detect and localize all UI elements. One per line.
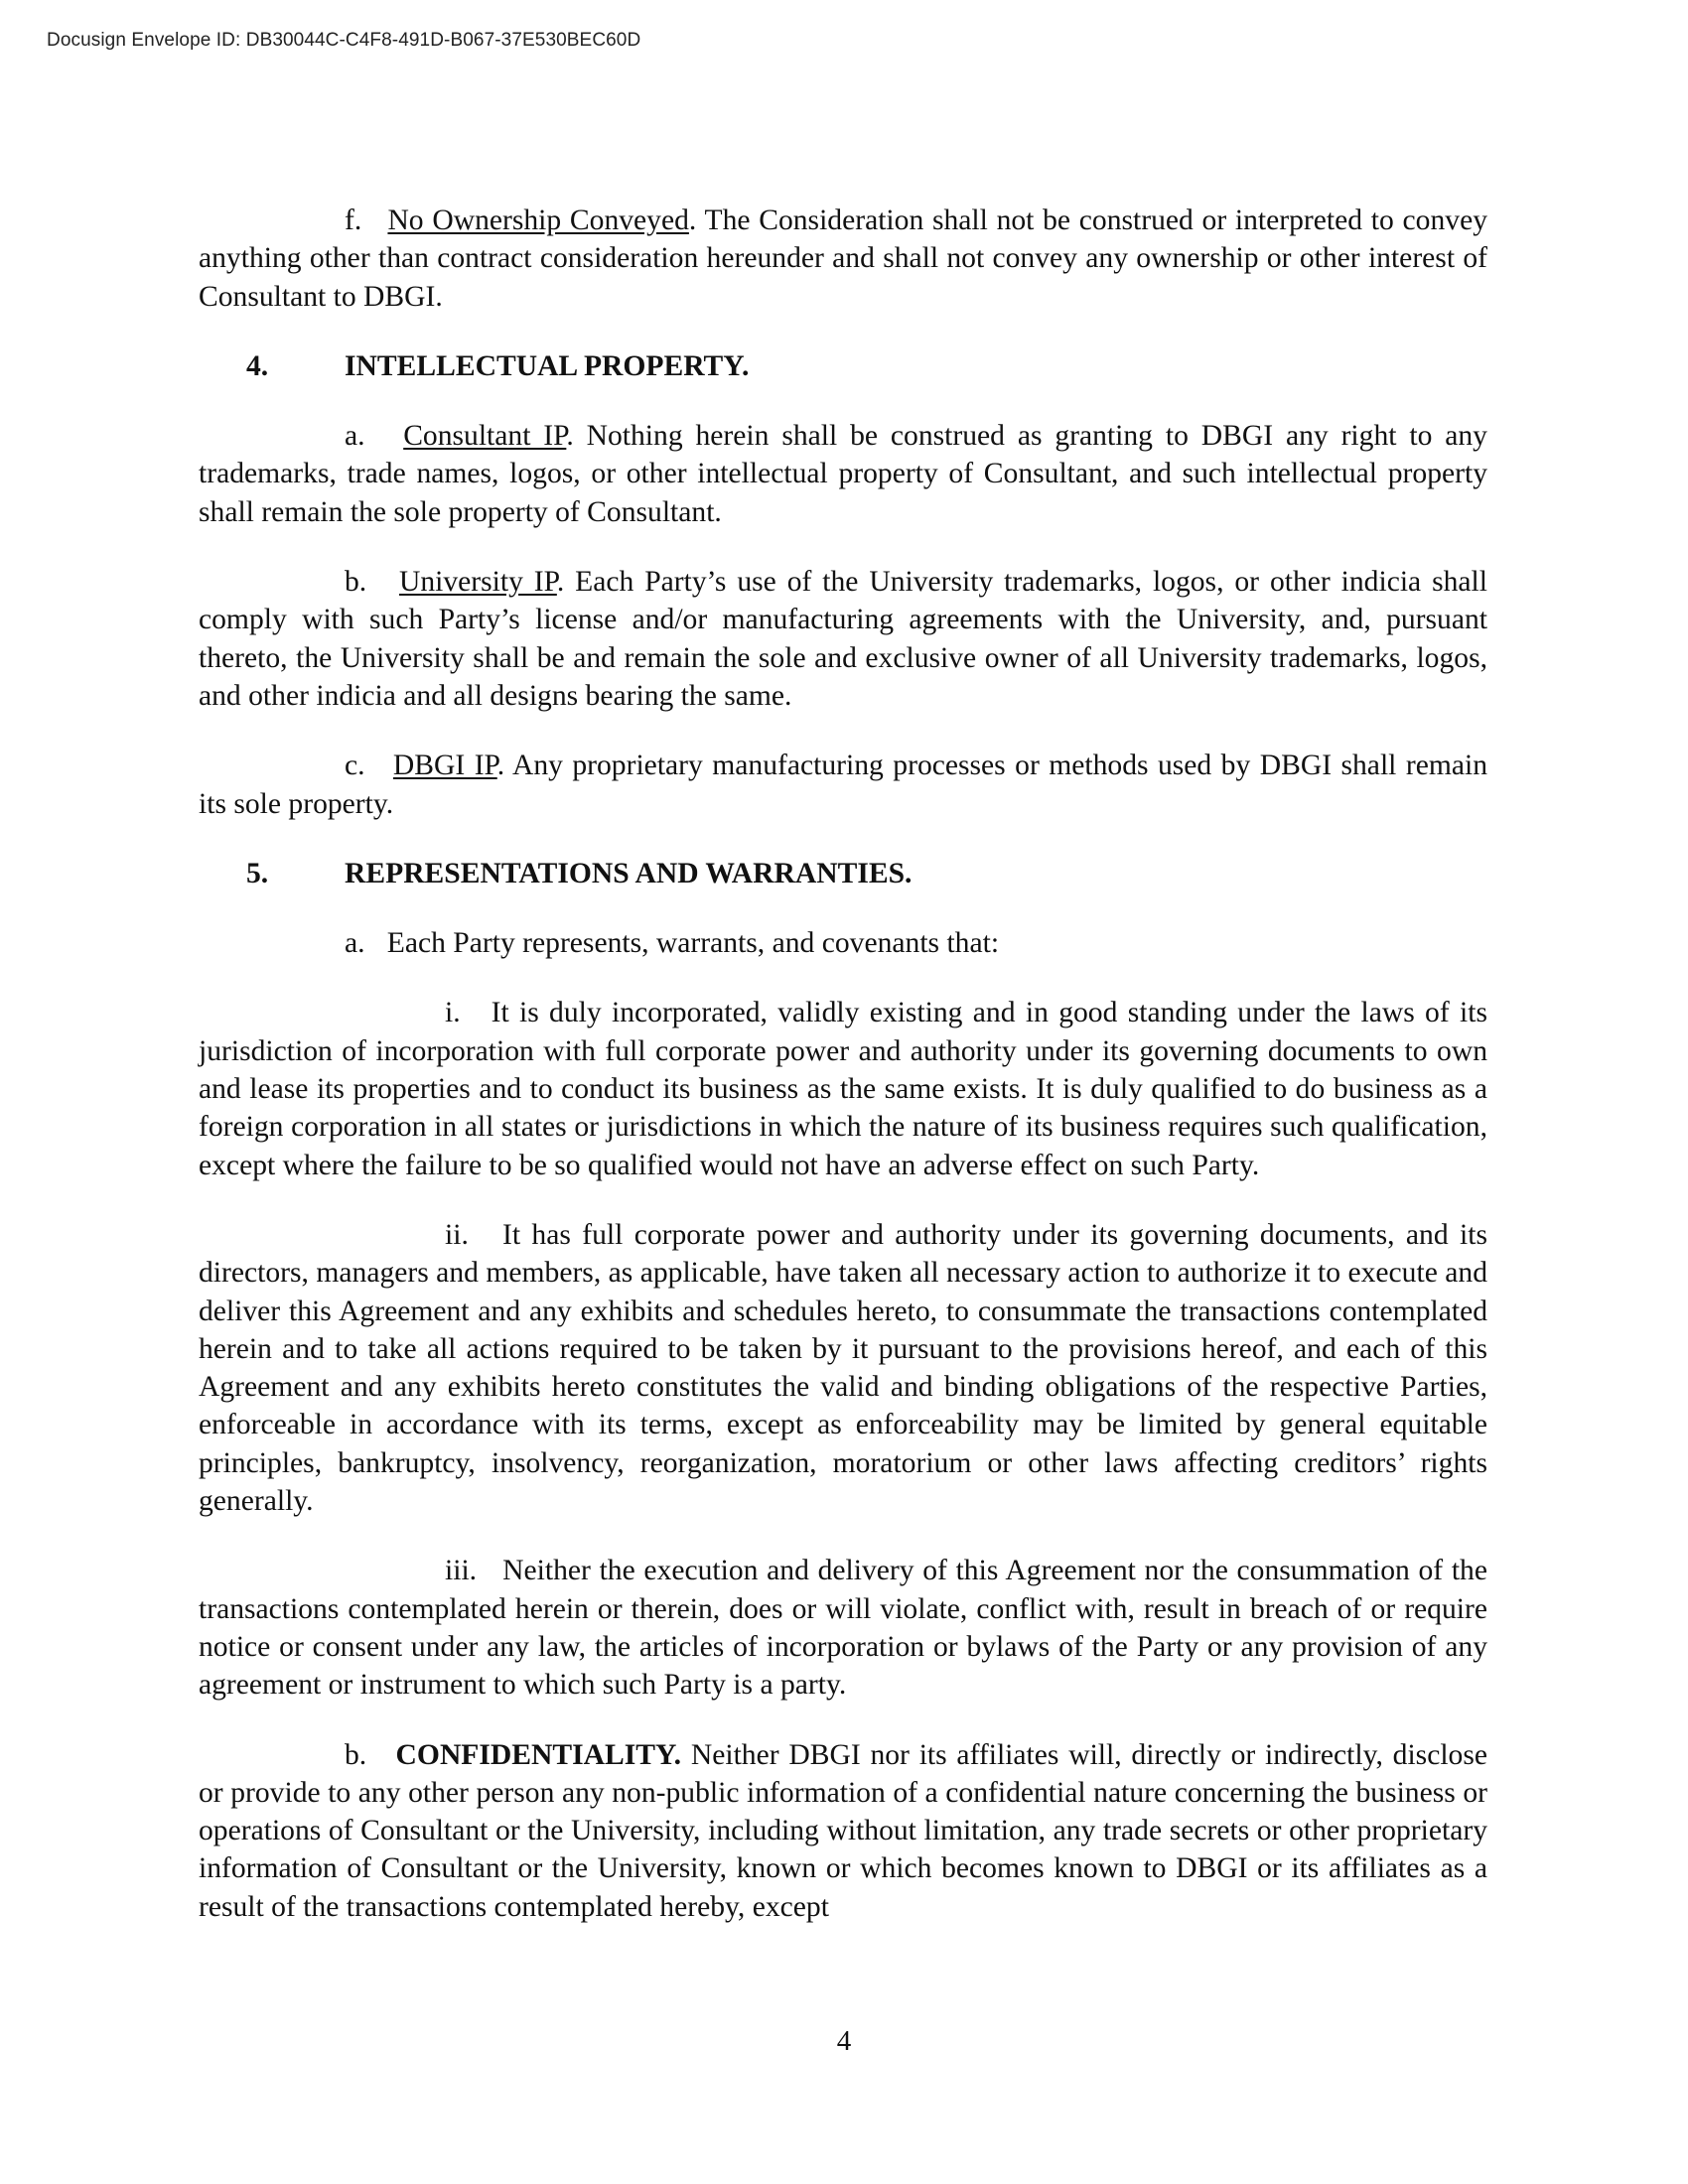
document-body bbox=[199, 202, 1487, 1958]
paragraph-text: It has full corporate power and authority under its governing documents, and its directors, managers and members, as applicable, have taken all necessary action to authorize it to execute and deliver this Agreement and any exhibits and schedules hereto, to consummate the transactions contemplated herein and to take all actions required to be taken by it pursuant to the provisions hereof, and each of this Agreement and any exhibits hereto constitutes the valid and binding obligations of the respective Parties, enforceable in accordance with its terms, except as enforceability may be limited by general equitable principles, bankruptcy, insolvency, reorganization, moratorium or other laws affecting creditors’ rights generally. bbox=[199, 1218, 1487, 1518]
paragraph-4c bbox=[199, 747, 1487, 823]
paragraph-title: DBGI IP bbox=[392, 750, 497, 782]
paragraph-title: Consultant IP bbox=[403, 420, 567, 453]
paragraph-text: . Any proprietary manufacturing processes or methods used by DBGI shall remain its sole property. bbox=[199, 750, 1487, 820]
paragraph-label: a. bbox=[345, 420, 365, 453]
paragraph-label: iii. bbox=[445, 1555, 478, 1587]
paragraph-text: Neither the execution and delivery of this Agreement nor the consummation of the transactions contemplated herein or therein, does or will violate, conflict with, result in breach of or require notice or consent under any law, the articles of incorporation or bylaws of the Party or any provision of any agreement or instrument to which such Party is a party. bbox=[199, 1555, 1487, 1702]
paragraph-title: CONFIDENTIALITY. bbox=[395, 1738, 682, 1771]
paragraph-4b bbox=[199, 563, 1487, 715]
paragraph-text: . The Consideration shall not be construed or interpreted to convey anything other than contract consideration hereunder and shall not convey any ownership or other interest of Consultant to DBGI. bbox=[199, 205, 1487, 313]
paragraph-5b bbox=[199, 1736, 1487, 1926]
section-number: 4. bbox=[246, 349, 269, 382]
section-heading-4 bbox=[199, 347, 1487, 385]
section-number: 5. bbox=[246, 857, 269, 889]
envelope-id: Docusign Envelope ID: DB30044C-C4F8-491D-B067-37E530BEC60D bbox=[47, 30, 641, 51]
paragraph-3f bbox=[199, 202, 1487, 316]
paragraph-label: ii. bbox=[445, 1218, 469, 1251]
paragraph-label: c. bbox=[345, 750, 365, 782]
paragraph-5a bbox=[199, 924, 1487, 962]
paragraph-title: No Ownership Conveyed bbox=[387, 205, 689, 236]
section-heading-5 bbox=[199, 855, 1487, 892]
paragraph-text: Each Party represents, warrants, and covenants that: bbox=[386, 927, 1000, 960]
paragraph-5a-i bbox=[199, 994, 1487, 1183]
paragraph-5a-iii bbox=[199, 1552, 1487, 1704]
paragraph-4a bbox=[199, 417, 1487, 531]
paragraph-text: Neither DBGI nor its affiliates will, directly or indirectly, disclose or provide to any other person any non-public information of a confidential nature concerning the business or operations of Consultant or the University, including without limitation, any trade secrets or other proprietary information of Consultant or the University, known or which becomes known to DBGI or its affiliates as a result of the transactions contemplated hereby, except bbox=[199, 1738, 1487, 1923]
paragraph-label: i. bbox=[445, 997, 461, 1029]
paragraph-label: b. bbox=[345, 1738, 367, 1771]
paragraph-text: It is duly incorporated, validly existing and in good standing under the laws of its jurisdiction of incorporation with full corporate power and authority under its governing documents to own and lease its properties and to conduct its business as the same exists. It is duly qualified to do business as a foreign corporation in all states or jurisdictions in which the nature of its business requires such qualification, except where the failure to be so qualified would not have an adverse effect on such Party. bbox=[199, 997, 1487, 1181]
paragraph-text: . Nothing herein shall be construed as granting to DBGI any right to any trademarks, trade names, logos, or other intellectual property of Consultant, and such intellectual property shall remain the sole property of Consultant. bbox=[199, 420, 1487, 528]
paragraph-label: f. bbox=[345, 205, 362, 236]
paragraph-5a-ii bbox=[199, 1216, 1487, 1520]
paragraph-text: . Each Party’s use of the University trademarks, logos, or other indicia shall comply with such Party’s license and/or manufacturing agreements with the University, and, pursuant thereto, the University shall be and remain the sole and exclusive owner of all University trademarks, logos, and other indicia and all designs bearing the same. bbox=[199, 566, 1488, 712]
section-title: INTELLECTUAL PROPERTY. bbox=[345, 349, 750, 382]
paragraph-label: b. bbox=[345, 566, 367, 599]
paragraph-title: University IP bbox=[398, 566, 557, 599]
section-title: REPRESENTATIONS AND WARRANTIES. bbox=[345, 857, 913, 889]
paragraph-label: a. bbox=[345, 927, 365, 960]
page-number: 4 bbox=[836, 2025, 852, 2057]
